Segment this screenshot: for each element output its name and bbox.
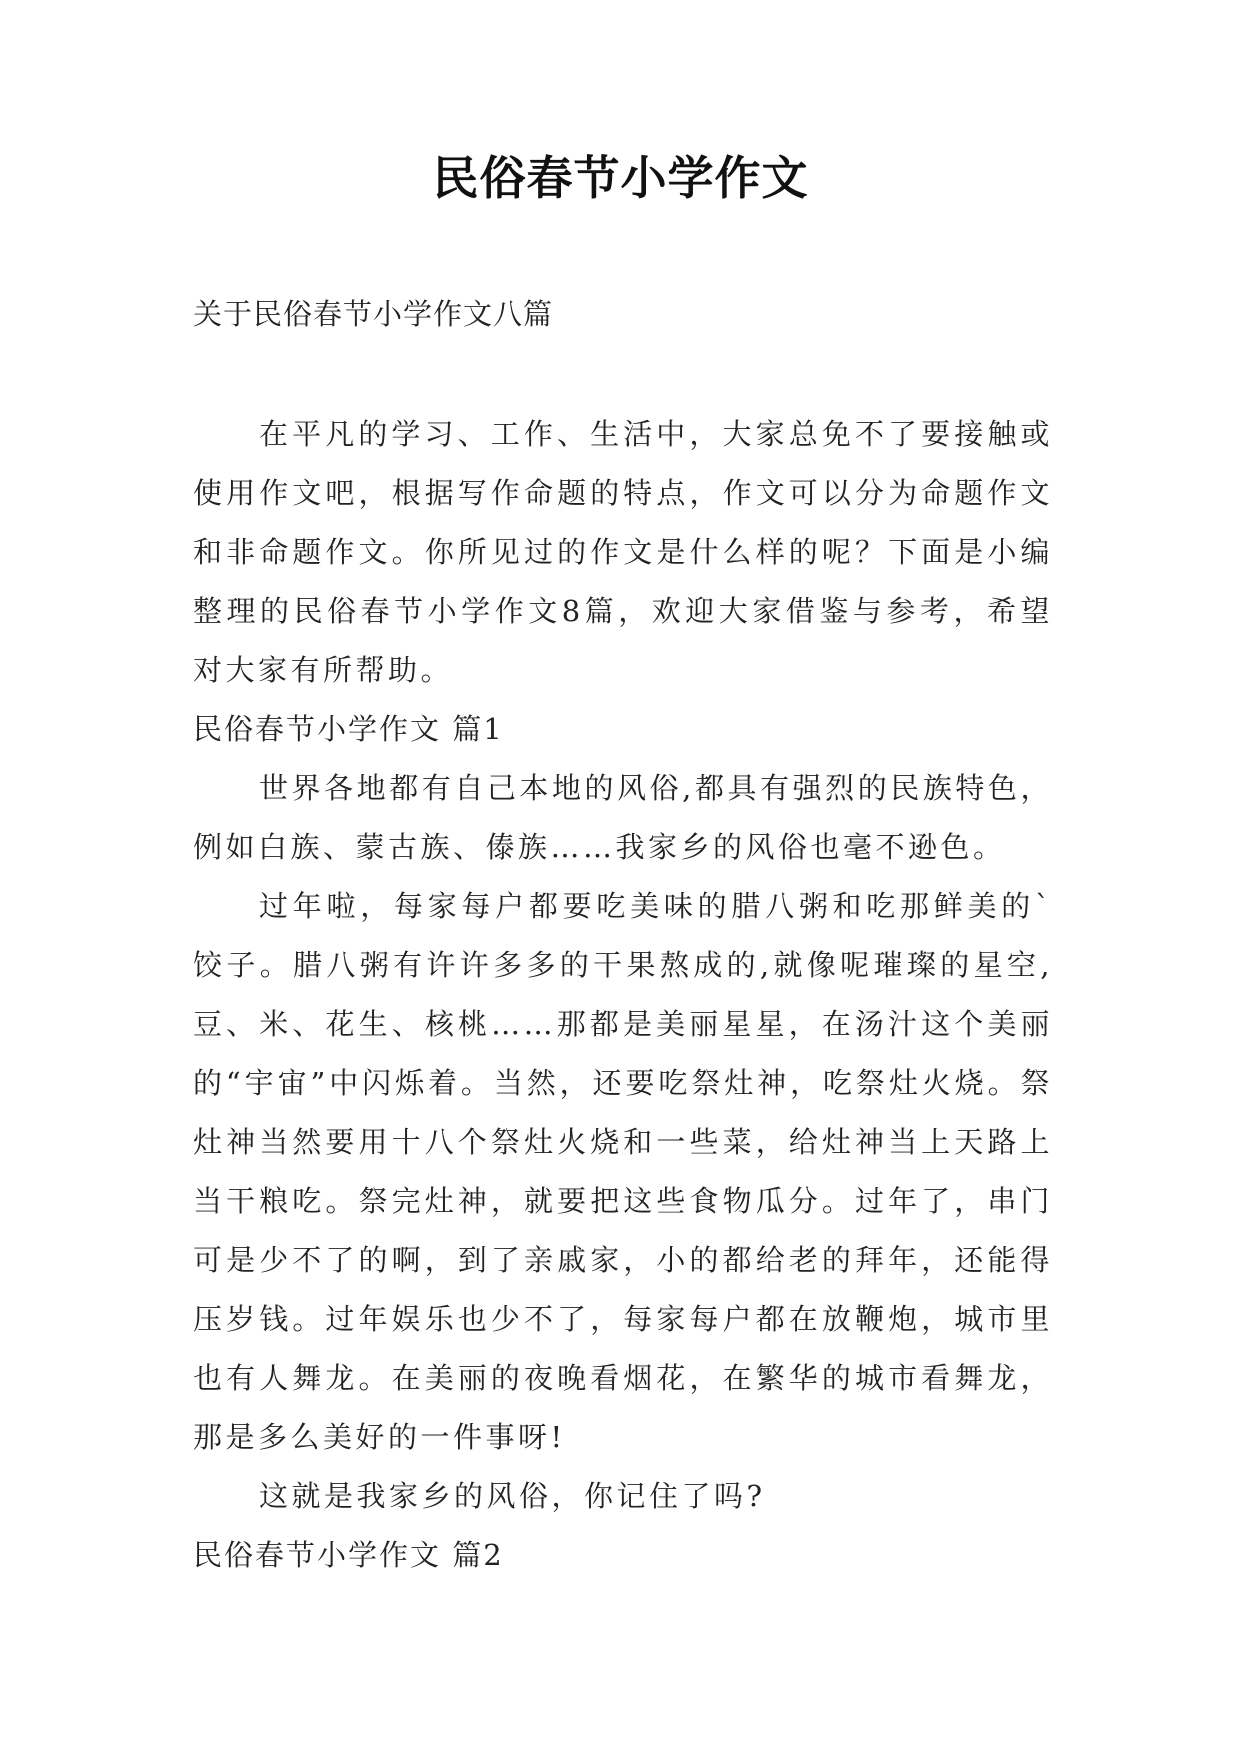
document-body	[193, 405, 1053, 1585]
section-heading-1: 民俗春节小学作文 篇1	[193, 712, 504, 746]
document-title: 民俗春节小学作文	[432, 151, 809, 205]
document-subtitle: 关于民俗春节小学作文八篇	[193, 297, 554, 331]
intro-paragraph: 在平凡的学习、工作、生活中，大家总免不了要接触或使用作文吧，根据写作命题的特点，作文可以分为命题作文和非命题作文。你所见过的作文是什么样的呢？下面是小编整理的民俗春节小学作文8篇，欢迎大家借鉴与参考，希望对大家有所帮助。	[193, 417, 1053, 687]
section-heading-2: 民俗春节小学作文 篇2	[193, 1538, 504, 1572]
section1-paragraph-1: 世界各地都有自己本地的风俗,都具有强烈的民族特色，例如白族、蒙古族、傣族……我家乡的风俗也毫不逊色。	[193, 771, 1053, 864]
section1-paragraph-3: 这就是我家乡的风俗，你记住了吗?	[259, 1479, 766, 1513]
section1-paragraph-2: 过年啦，每家每户都要吃美味的腊八粥和吃那鲜美的`饺子。腊八粥有许许多多的干果熬成的,就像呢璀璨的星空,豆、米、花生、核桃……那都是美丽星星，在汤汁这个美丽的“宇宙”中闪烁着。当然，还要吃祭灶神，吃祭灶火烧。祭灶神当然要用十八个祭灶火烧和一些菜，给灶神当上天路上当干粮吃。祭完灶神，就要把这些食物瓜分。过年了，串门可是少不了的啊，到了亲戚家，小的都给老的拜年，还能得压岁钱。过年娱乐也少不了，每家每户都在放鞭炮，城市里也有人舞龙。在美丽的夜晚看烟花，在繁华的城市看舞龙，那是多么美好的一件事呀!	[193, 889, 1053, 1454]
